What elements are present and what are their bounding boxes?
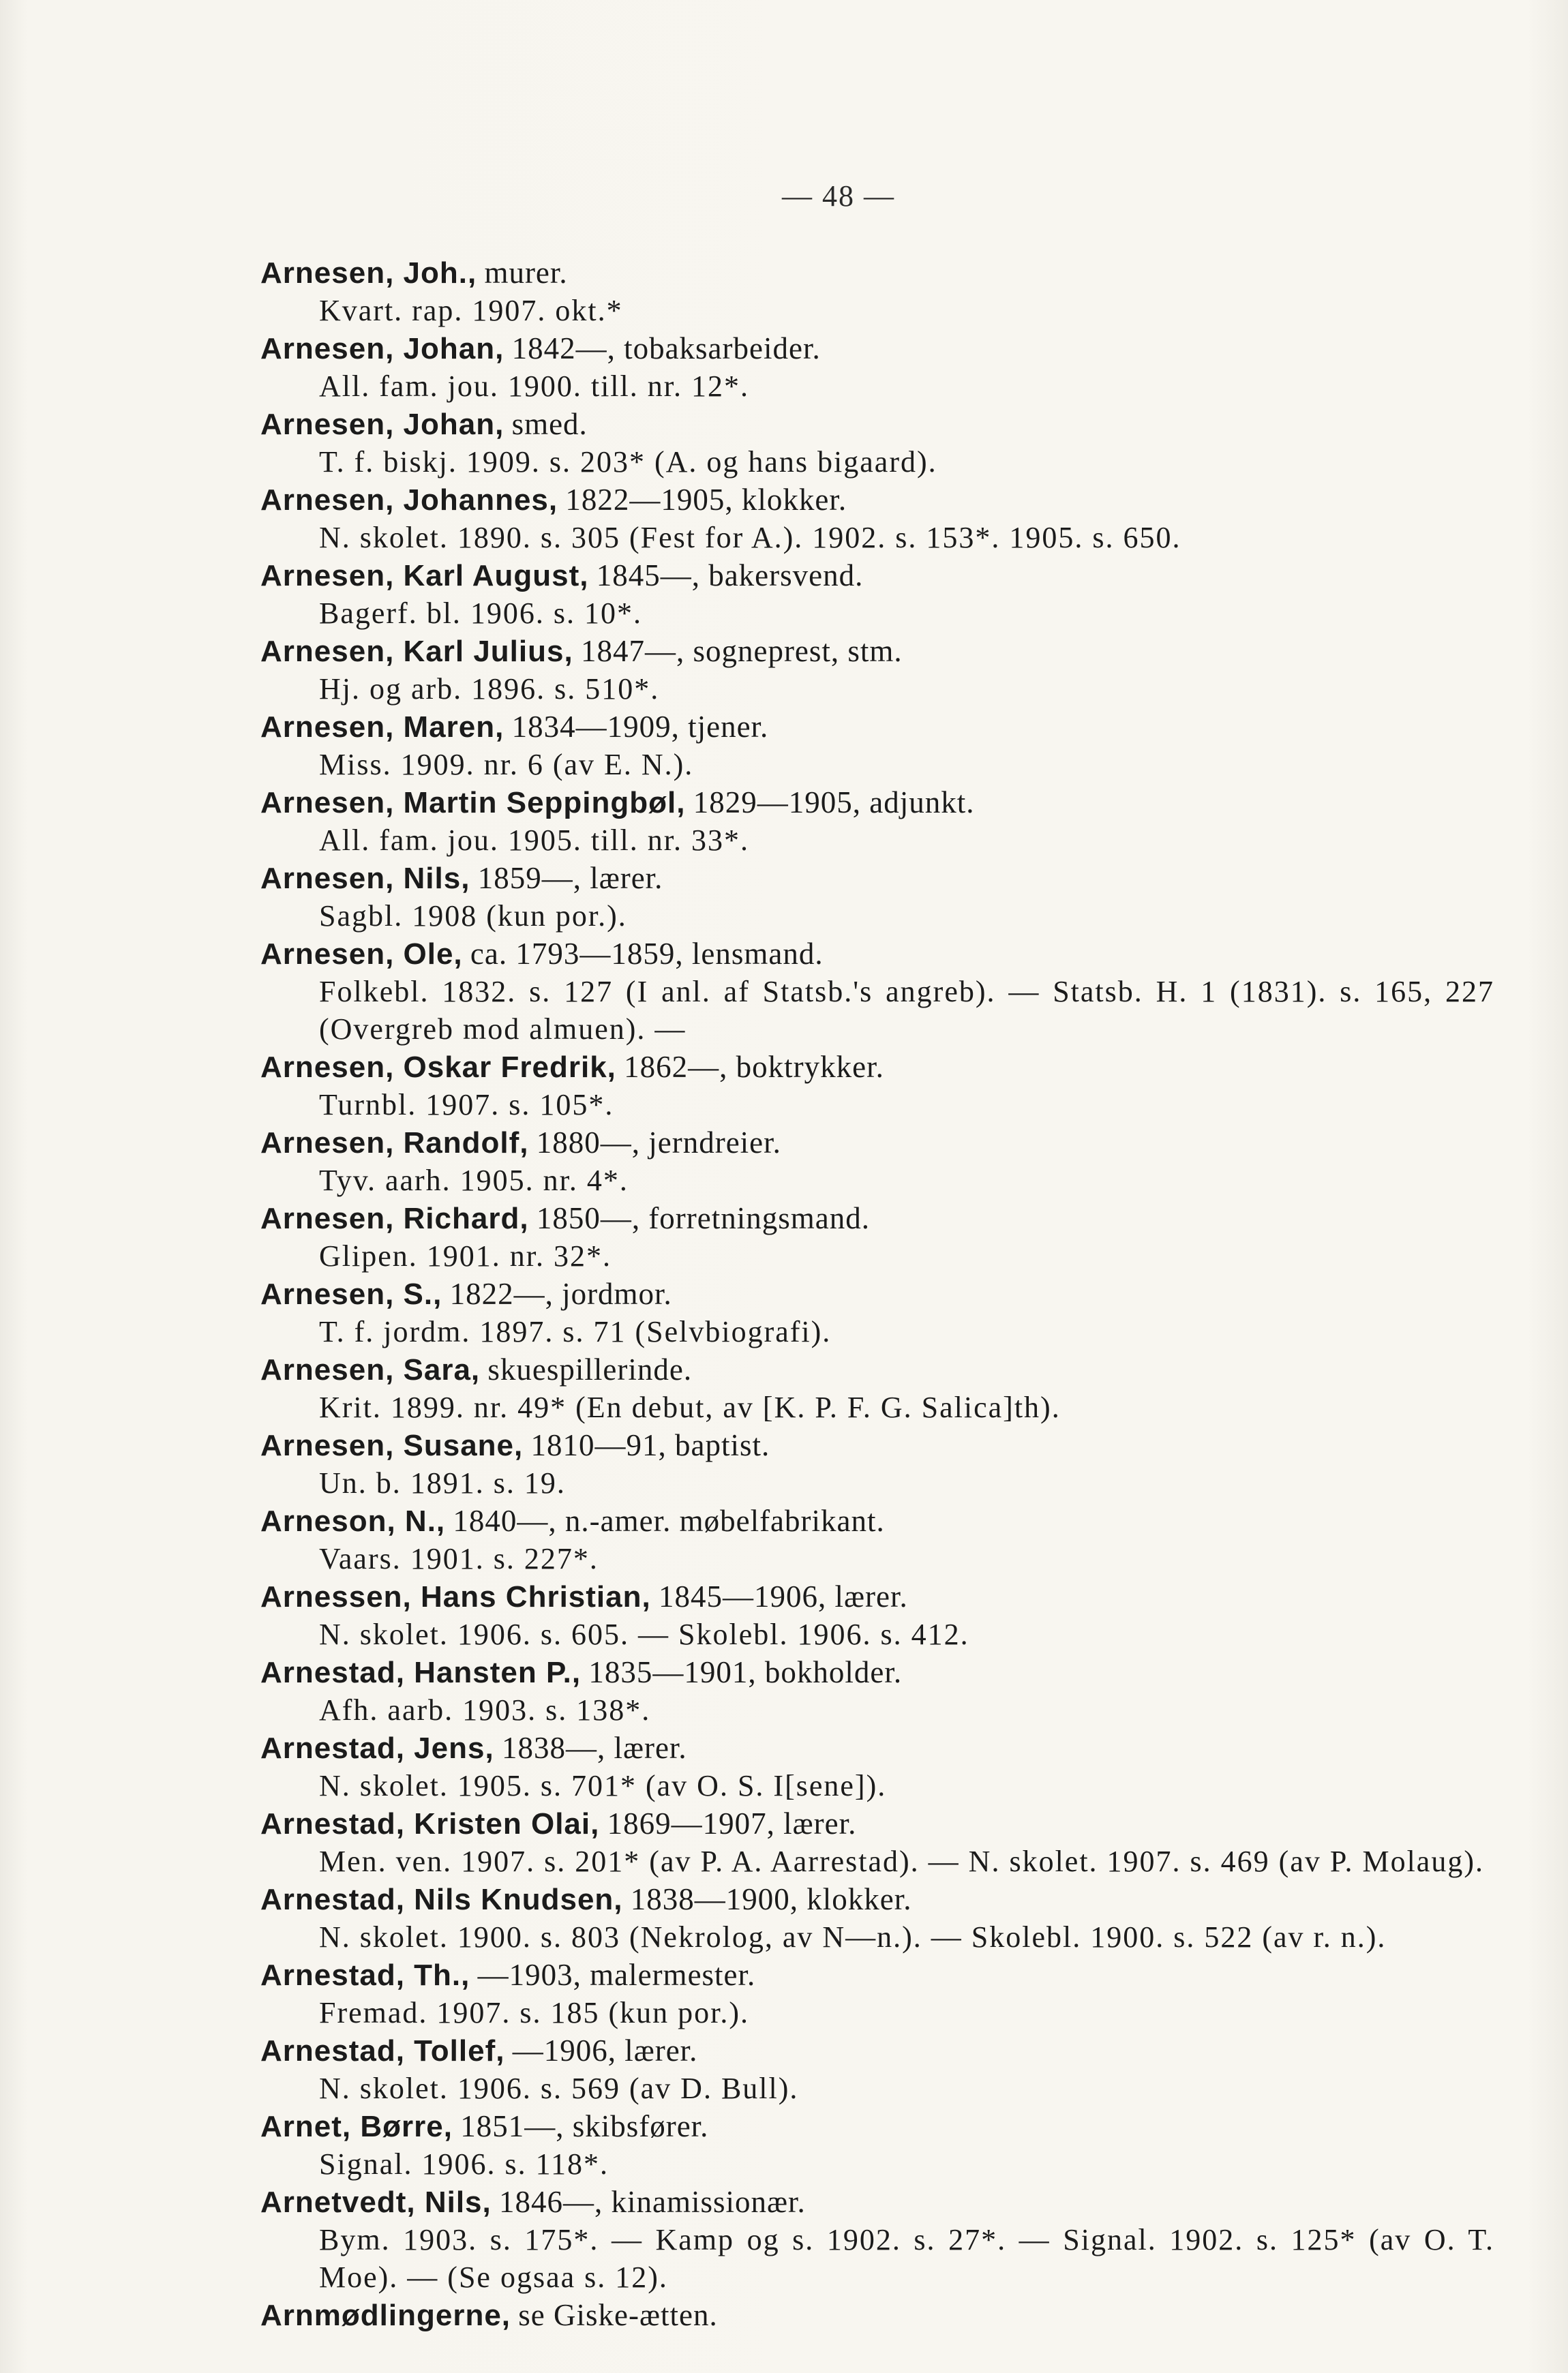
- bibliography-entry: [260, 935, 1515, 1048]
- entry-heading: [260, 783, 1515, 821]
- entry-description: smed.: [511, 407, 588, 441]
- entry-name: Arnessen, Hans Christian,: [260, 1580, 651, 1614]
- entry-list: [260, 254, 1515, 2334]
- entry-references: Vaars. 1901. s. 227*.: [319, 1542, 599, 1575]
- entry-references: T. f. jordm. 1897. s. 71 (Selvbiografi).: [319, 1315, 832, 1348]
- entry-heading: [260, 405, 1515, 443]
- entry-heading: [260, 708, 1515, 746]
- entry-heading: [260, 1653, 1515, 1691]
- entry-heading: [260, 1123, 1515, 1162]
- bibliography-entry: [260, 2183, 1515, 2296]
- entry-references: Sagbl. 1908 (kun por.).: [319, 899, 627, 933]
- entry-description: 1880—, jerndreier.: [536, 1125, 781, 1160]
- entry-heading: [260, 859, 1515, 897]
- entry-description: skuespillerinde.: [487, 1352, 693, 1387]
- entry-name: Arnesen, Randolf,: [260, 1126, 529, 1160]
- entry-name: Arnesen, Karl August,: [260, 559, 589, 592]
- entry-description: 1850—, forretningsmand.: [536, 1201, 870, 1235]
- entry-references: Un. b. 1891. s. 19.: [319, 1466, 566, 1500]
- bibliography-entry: [260, 1502, 1515, 1577]
- entry-description: 1847—, sogneprest, stm.: [580, 634, 903, 668]
- entry-heading: [260, 2031, 1515, 2070]
- bibliography-entry: [260, 1350, 1515, 1426]
- entry-description: 1845—1906, lærer.: [658, 1580, 908, 1614]
- bibliography-entry: [260, 1199, 1515, 1275]
- entry-heading: [260, 935, 1515, 973]
- entry-references: Kvart. rap. 1907. okt.*: [319, 294, 623, 327]
- entry-name: Arnesen, Maren,: [260, 710, 504, 744]
- entry-references: Signal. 1906. s. 118*.: [319, 2147, 609, 2181]
- entry-heading: [260, 1577, 1515, 1616]
- entry-heading: [260, 481, 1515, 519]
- entry-name: Arneson, N.,: [260, 1505, 446, 1538]
- bibliography-entry: [260, 1804, 1515, 1880]
- entry-name: Arnesen, Johannes,: [260, 483, 558, 517]
- entry-description: 1838—, lærer.: [501, 1731, 687, 1765]
- entry-description: 1859—, lærer.: [477, 861, 663, 895]
- entry-references: Folkebl. 1832. s. 127 (I anl. af Statsb.'s angreb). — Statsb. H. 1 (1831). s. 165, 227 (Overgreb mod almuen). —: [319, 975, 1494, 1046]
- entry-description: 1862—, boktrykker.: [624, 1050, 884, 1084]
- entry-name: Arnet, Børre,: [260, 2110, 453, 2143]
- entry-heading: [260, 1502, 1515, 1540]
- entry-name: Arnestad, Nils Knudsen,: [260, 1883, 623, 1916]
- entry-name: Arnesen, Johan,: [260, 408, 504, 441]
- entry-heading: [260, 329, 1515, 367]
- entry-name: Arnmødlingerne,: [260, 2299, 511, 2332]
- entry-heading: [260, 2107, 1515, 2145]
- bibliography-entry: [260, 1426, 1515, 1502]
- bibliography-entry: [260, 1653, 1515, 1729]
- entry-heading: [260, 2183, 1515, 2221]
- entry-description: 1834—1909, tjener.: [511, 710, 769, 744]
- page-number: — 48 —: [782, 179, 895, 213]
- bibliography-entry: [260, 1123, 1515, 1199]
- entry-description: 1810—91, baptist.: [530, 1428, 770, 1462]
- entry-references: Tyv. aarh. 1905. nr. 4*.: [319, 1164, 629, 1197]
- bibliography-entry: [260, 556, 1515, 632]
- bibliography-entry: [260, 859, 1515, 935]
- bibliography-entry: [260, 2031, 1515, 2107]
- entry-heading: [260, 1426, 1515, 1464]
- entry-heading: [260, 1350, 1515, 1389]
- bibliography-entry: [260, 254, 1515, 329]
- entry-heading: [260, 632, 1515, 670]
- entry-heading: [260, 556, 1515, 594]
- entry-name: Arnesen, Richard,: [260, 1202, 529, 1235]
- entry-name: Arnestad, Hansten P.,: [260, 1656, 582, 1689]
- entry-heading: [260, 1804, 1515, 1843]
- entry-description: se Giske-ætten.: [518, 2298, 718, 2332]
- entry-description: ca. 1793—1859, lensmand.: [470, 937, 824, 971]
- entry-description: 1845—, bakersvend.: [596, 558, 864, 592]
- entry-description: 1822—1905, klokker.: [565, 483, 847, 517]
- entry-references: Afh. aarb. 1903. s. 138*.: [319, 1693, 651, 1727]
- entry-description: —1903, malermester.: [477, 1958, 756, 1992]
- entry-heading: [260, 1880, 1515, 1918]
- entry-description: 1846—, kinamissionær.: [499, 2185, 806, 2219]
- entry-references: Bym. 1903. s. 175*. — Kamp og s. 1902. s. 27*. — Signal. 1902. s. 125* (av O. T. Moe). — (Se ogsaa s. 12).: [319, 2223, 1494, 2294]
- entry-references: Miss. 1909. nr. 6 (av E. N.).: [319, 748, 694, 781]
- entry-references: N. skolet. 1900. s. 803 (Nekrolog, av N—n.). — Skolebl. 1900. s. 522 (av r. n.).: [319, 1920, 1387, 1954]
- entry-references: Fremad. 1907. s. 185 (kun por.).: [319, 1996, 750, 2029]
- entry-name: Arnesen, Joh.,: [260, 256, 477, 290]
- entry-references: T. f. biskj. 1909. s. 203* (A. og hans bigaard).: [319, 445, 937, 479]
- entry-heading: [260, 1199, 1515, 1237]
- entry-name: Arnesen, Oskar Fredrik,: [260, 1051, 616, 1084]
- bibliography-entry: [260, 783, 1515, 859]
- entry-heading: [260, 1729, 1515, 1767]
- entry-name: Arnesen, S.,: [260, 1278, 442, 1311]
- bibliography-entry: [260, 2296, 1515, 2334]
- bibliography-entry: [260, 632, 1515, 708]
- entry-name: Arnesen, Nils,: [260, 862, 470, 895]
- entry-references: N. skolet. 1906. s. 569 (av D. Bull).: [319, 2072, 799, 2105]
- entry-heading: [260, 254, 1515, 292]
- entry-description: 1829—1905, adjunkt.: [693, 785, 975, 819]
- entry-references: Hj. og arb. 1896. s. 510*.: [319, 672, 660, 706]
- bibliography-entry: [260, 2107, 1515, 2183]
- bibliography-entry: [260, 1880, 1515, 1956]
- entry-name: Arnesen, Martin Seppingbøl,: [260, 786, 686, 819]
- entry-description: 1838—1900, klokker.: [630, 1882, 912, 1916]
- entry-description: 1822—, jordmor.: [449, 1277, 672, 1311]
- entry-description: 1840—, n.-amer. møbelfabrikant.: [453, 1504, 885, 1538]
- bibliography-entry: [260, 1956, 1515, 2031]
- entry-description: 1869—1907, lærer.: [607, 1807, 857, 1841]
- entry-references: Krit. 1899. nr. 49* (En debut, av [K. P. F. G. Salica]th).: [319, 1391, 1061, 1424]
- entry-references: Men. ven. 1907. s. 201* (av P. A. Aarrestad). — N. skolet. 1907. s. 469 (av P. Molaug).: [319, 1845, 1484, 1878]
- bibliography-entry: [260, 1577, 1515, 1653]
- entry-name: Arnestad, Kristen Olai,: [260, 1807, 600, 1841]
- bibliography-entry: [260, 405, 1515, 481]
- entry-references: All. fam. jou. 1905. till. nr. 33*.: [319, 823, 749, 857]
- entry-references: N. skolet. 1890. s. 305 (Fest for A.). 1902. s. 153*. 1905. s. 650.: [319, 521, 1181, 554]
- entry-heading: [260, 1275, 1515, 1313]
- entry-description: murer.: [484, 256, 568, 290]
- entry-description: —1906, lærer.: [512, 2034, 698, 2068]
- entry-name: Arnesen, Susane,: [260, 1429, 524, 1462]
- entry-references: Glipen. 1901. nr. 32*.: [319, 1239, 612, 1273]
- bibliography-entry: [260, 1275, 1515, 1350]
- entry-description: 1842—, tobaksarbeider.: [511, 331, 821, 365]
- entry-references: Bagerf. bl. 1906. s. 10*.: [319, 596, 643, 630]
- entry-name: Arnestad, Jens,: [260, 1732, 494, 1765]
- entry-name: Arnetvedt, Nils,: [260, 2186, 492, 2219]
- entry-references: N. skolet. 1905. s. 701* (av O. S. I[sene]).: [319, 1769, 887, 1802]
- entry-heading: [260, 1048, 1515, 1086]
- entry-heading: [260, 2296, 1515, 2334]
- entry-references: Turnbl. 1907. s. 105*.: [319, 1088, 614, 1121]
- entry-name: Arnestad, Tollef,: [260, 2034, 505, 2068]
- entry-heading: [260, 1956, 1515, 1994]
- entry-name: Arnestad, Th.,: [260, 1959, 470, 1992]
- bibliography-entry: [260, 708, 1515, 783]
- bibliography-entry: [260, 1048, 1515, 1123]
- entry-name: Arnesen, Ole,: [260, 937, 463, 971]
- entry-name: Arnesen, Sara,: [260, 1353, 481, 1387]
- entry-name: Arnesen, Johan,: [260, 332, 504, 365]
- entry-references: All. fam. jou. 1900. till. nr. 12*.: [319, 369, 749, 403]
- bibliography-entry: [260, 1729, 1515, 1804]
- entry-references: N. skolet. 1906. s. 605. — Skolebl. 1906. s. 412.: [319, 1618, 969, 1651]
- entry-description: 1851—, skibsfører.: [460, 2109, 709, 2143]
- bibliography-entry: [260, 329, 1515, 405]
- entry-name: Arnesen, Karl Julius,: [260, 635, 573, 668]
- entry-description: 1835—1901, bokholder.: [588, 1655, 903, 1689]
- bibliography-entry: [260, 481, 1515, 556]
